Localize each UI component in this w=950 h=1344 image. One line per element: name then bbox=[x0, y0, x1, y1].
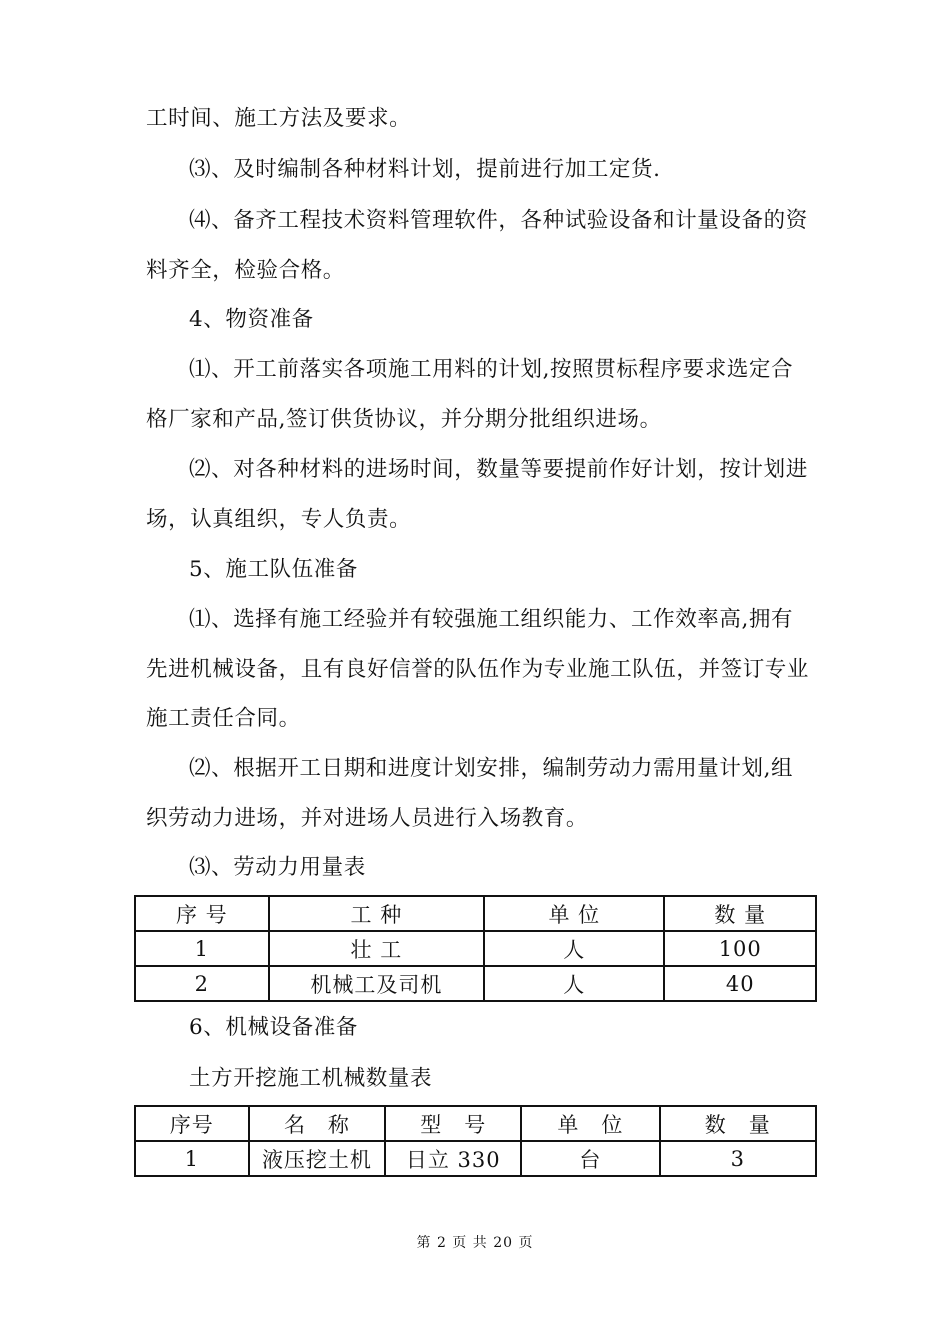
table-header-cell: 序 号 bbox=[135, 896, 269, 931]
paragraph-line: 织劳动力进场，并对进场人员进行入场教育。 bbox=[146, 806, 589, 831]
table-row bbox=[135, 1141, 816, 1176]
paragraph-line: ⑵、根据开工日期和进度计划安排，编制劳动力需用量计划,组 bbox=[189, 756, 794, 781]
table-cell: 1 bbox=[135, 931, 269, 966]
paragraph-line: ⑷、备齐工程技术资料管理软件，各种试验设备和计量设备的资 bbox=[189, 208, 808, 233]
table-cell: 台 bbox=[521, 1141, 660, 1176]
section-heading: 4、物资准备 bbox=[189, 307, 314, 332]
table-caption: 土方开挖施工机械数量表 bbox=[189, 1066, 433, 1091]
table-header-cell: 单 位 bbox=[521, 1106, 660, 1141]
table-header-cell: 型 号 bbox=[385, 1106, 521, 1141]
paragraph-line: ⑶、及时编制各种材料计划，提前进行加工定货. bbox=[189, 157, 661, 182]
table-cell: 40 bbox=[664, 966, 816, 1001]
table-cell: 壮 工 bbox=[269, 931, 485, 966]
paragraph-line: ⑴、选择有施工经验并有较强施工组织能力、工作效率高,拥有 bbox=[189, 607, 794, 632]
table-cell: 3 bbox=[660, 1141, 816, 1176]
table-cell: 机械工及司机 bbox=[269, 966, 485, 1001]
table-cell: 100 bbox=[664, 931, 816, 966]
table-cell: 2 bbox=[135, 966, 269, 1001]
paragraph-line: 先进机械设备，且有良好信誉的队伍作为专业施工队伍，并签订专业 bbox=[146, 657, 810, 682]
paragraph-line: ⑴、开工前落实各项施工用料的计划,按照贯标程序要求选定合 bbox=[189, 357, 794, 382]
table-header-cell: 数 量 bbox=[660, 1106, 816, 1141]
table-header-cell: 序号 bbox=[135, 1106, 249, 1141]
paragraph-line: 格厂家和产品,签订供货协议，并分期分批组织进场。 bbox=[146, 407, 662, 432]
table-header-cell: 数 量 bbox=[664, 896, 816, 931]
table-caption: ⑶、劳动力用量表 bbox=[189, 855, 366, 880]
paragraph-line: 工时间、施工方法及要求。 bbox=[146, 106, 412, 131]
machine-table bbox=[134, 1105, 817, 1177]
page-footer: 第 2 页 共 20 页 bbox=[416, 1235, 534, 1251]
labor-table bbox=[134, 895, 817, 1002]
paragraph-line: 施工责任合同。 bbox=[146, 706, 301, 731]
section-heading: 6、机械设备准备 bbox=[189, 1015, 358, 1040]
table-cell: 液压挖土机 bbox=[249, 1141, 386, 1176]
table-header-row bbox=[135, 1106, 816, 1141]
table-cell: 人 bbox=[484, 966, 664, 1001]
table-row bbox=[135, 966, 816, 1001]
paragraph-line: 料齐全，检验合格。 bbox=[146, 258, 345, 283]
table-cell: 人 bbox=[484, 931, 664, 966]
table-cell: 日立 330 bbox=[385, 1141, 521, 1176]
table-cell: 1 bbox=[135, 1141, 249, 1176]
table-header-cell: 名 称 bbox=[249, 1106, 386, 1141]
table-header-cell: 工 种 bbox=[269, 896, 485, 931]
section-heading: 5、施工队伍准备 bbox=[189, 557, 358, 582]
table-header-row bbox=[135, 896, 816, 931]
table-header-cell: 单 位 bbox=[484, 896, 664, 931]
paragraph-line: 场，认真组织，专人负责。 bbox=[146, 507, 412, 532]
table-row bbox=[135, 931, 816, 966]
paragraph-line: ⑵、对各种材料的进场时间，数量等要提前作好计划，按计划进 bbox=[189, 457, 808, 482]
